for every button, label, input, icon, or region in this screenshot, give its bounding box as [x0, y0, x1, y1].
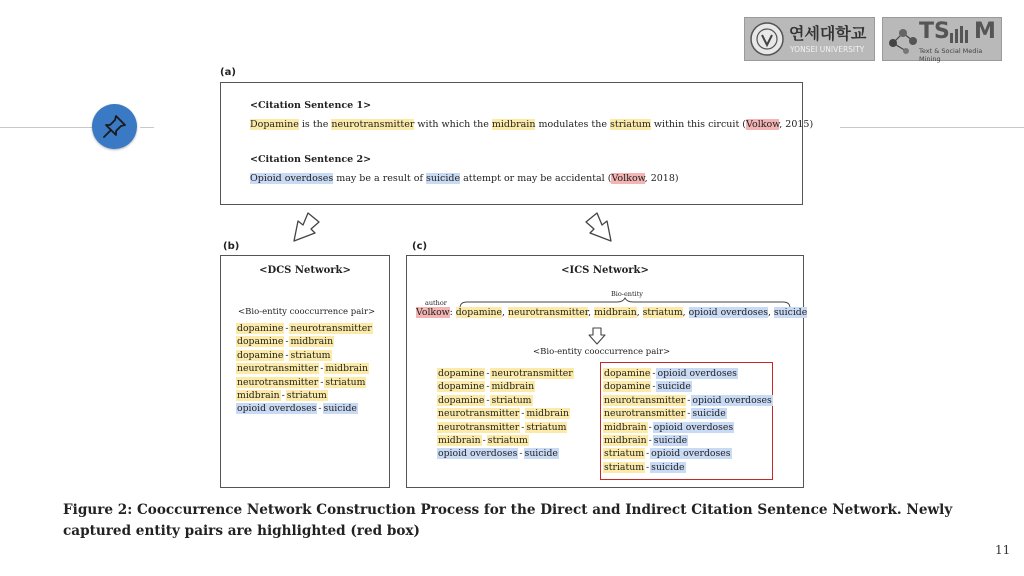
ics-entity: striatum [642, 307, 683, 318]
ics-pair-row [437, 380, 574, 393]
author-label: author [425, 299, 447, 307]
entity-row: Volkow: dopamine, neurotransmitter, midbrain, striatum, opioid overdoses, suicide [416, 307, 808, 318]
ics-network-title: <ICS Network> [561, 265, 649, 276]
pair-dash: - [646, 448, 650, 460]
pair-entity: striatum [325, 376, 366, 388]
ics-entity: opioid overdoses [688, 307, 768, 318]
pair-entity: opioid overdoses [651, 448, 731, 460]
dcs-pair-row [236, 335, 373, 348]
pair-entity: striatum [604, 461, 645, 473]
entity-suicide: suicide [425, 173, 461, 184]
pair-entity: dopamine [604, 368, 651, 379]
pair-entity: midbrain [604, 421, 647, 433]
pair-dash: - [281, 390, 285, 402]
pair-dash: - [646, 461, 650, 473]
panel-c-label: (c) [412, 241, 428, 252]
pair-entity: neurotransmitter [604, 394, 686, 406]
tsm-sub: Text & Social Media Mining [919, 47, 983, 63]
left-divider-line [0, 127, 95, 128]
new-pair-list [603, 367, 773, 474]
pair-entity: striatum [526, 421, 567, 433]
pair-entity: neurotransmitter [237, 376, 319, 388]
pair-entity: dopamine [237, 323, 284, 334]
pair-entity: suicide [692, 408, 726, 420]
panel-a [220, 82, 814, 205]
new-pair-row [603, 407, 773, 420]
ics-author: Volkow [416, 307, 450, 318]
entity-dopamine: Dopamine [250, 119, 299, 130]
dcs-pair-row [236, 322, 373, 335]
entity-midbrain: midbrain [491, 119, 536, 130]
pair-entity: midbrain [438, 435, 481, 447]
yonsei-sub: YONSEI UNIVERSITY [790, 45, 865, 54]
pair-entity: opioid overdoses [653, 421, 734, 433]
pair-entity: midbrain [491, 381, 535, 393]
left-divider-line-2 [140, 127, 154, 128]
pair-entity: dopamine [237, 336, 284, 348]
author-volkow: Volkow [746, 119, 780, 130]
dcs-pair-list [236, 322, 373, 416]
pair-entity: opioid overdoses [692, 394, 772, 406]
pair-dash: - [648, 421, 652, 433]
new-pair-row [603, 447, 773, 460]
figure-caption: Figure 2: Cooccurrence Network Construction Process for the Direct and Indirect Citation Sentence Network. Newly captured entity pairs are highlighted (red box) [63, 502, 953, 539]
ics-entity: dopamine [455, 307, 503, 318]
dcs-pair-row [236, 362, 373, 375]
arrow-down-icon [588, 327, 606, 345]
new-pair-row [603, 461, 773, 474]
pin-icon [92, 104, 137, 149]
panel-c [406, 255, 808, 488]
pair-entity: dopamine [438, 381, 485, 393]
pair-dash: - [519, 448, 523, 460]
pair-entity: suicide [653, 435, 688, 447]
tsm-network-icon [886, 21, 920, 57]
sentence-1-title: <Citation Sentence 1> [250, 100, 372, 111]
pair-entity: opioid overdoses [657, 368, 737, 379]
entity-opioid-overdoses: Opioid overdoses [250, 173, 334, 184]
pair-dash: - [320, 376, 324, 388]
tsm-logo [882, 17, 1002, 61]
sentence-1: Dopamine is the neurotransmitter with which the midbrain modulates the striatum within this circuit (Volkow, 2015) [250, 119, 814, 130]
tsm-m: M [974, 19, 996, 44]
pair-dash: - [648, 435, 652, 447]
dcs-network-title: <DCS Network> [259, 265, 351, 276]
dcs-pair-row [236, 376, 373, 389]
pair-entity: opioid overdoses [438, 448, 518, 460]
pair-dash: - [652, 381, 656, 393]
pair-entity: dopamine [237, 349, 284, 361]
pair-entity: neurotransmitter [290, 323, 372, 334]
dcs-pair-row [236, 402, 373, 415]
ics-pair-row [437, 421, 574, 434]
pair-entity: midbrain [290, 336, 334, 348]
pair-entity: midbrain [604, 435, 647, 447]
pair-dash: - [521, 408, 525, 420]
pair-dash: - [318, 403, 322, 415]
author-volkow-2: Volkow [611, 173, 645, 184]
ics-entity: neurotransmitter [507, 307, 589, 318]
dcs-pair-row [236, 389, 373, 402]
pair-entity: suicide [657, 381, 691, 393]
yonsei-emblem-icon [749, 21, 785, 57]
new-pair-row [603, 367, 773, 380]
tsm-bars-icon [949, 25, 973, 43]
pair-dash: - [687, 394, 691, 406]
pair-dash: - [285, 336, 289, 348]
pair-dash: - [521, 421, 525, 433]
pair-entity: neurotransmitter [604, 408, 686, 420]
pair-dash: - [687, 408, 691, 420]
panel-b [220, 255, 390, 488]
pair-dash: - [652, 368, 656, 379]
ics-pair-row [437, 367, 574, 380]
pair-entity: neurotransmitter [438, 408, 520, 420]
pair-entity: midbrain [526, 408, 570, 420]
dcs-pair-subtitle: <Bio-entity cooccurrence pair> [238, 307, 376, 317]
pair-entity: midbrain [325, 363, 369, 375]
new-pair-row [603, 394, 773, 407]
pair-dash: - [482, 435, 486, 447]
pair-entity: dopamine [604, 381, 651, 393]
sentence-2: Opioid overdoses may be a result of suicide attempt or may be accidental (Volkow, 2018) [250, 173, 679, 184]
tsm-name: TS [919, 19, 950, 44]
pair-entity: midbrain [237, 390, 280, 402]
yonsei-logo [744, 17, 875, 61]
arrow-down-left-icon [288, 210, 324, 246]
entity-striatum: striatum [610, 119, 651, 130]
ics-entity: midbrain [594, 307, 637, 318]
ics-entity: suicide [773, 307, 808, 318]
pair-entity: striatum [487, 435, 528, 447]
ics-pair-row [437, 394, 574, 407]
pair-entity: striatum [290, 349, 331, 361]
panel-a-label: (a) [220, 67, 236, 78]
right-divider-line [840, 127, 1024, 128]
pair-entity: dopamine [438, 394, 485, 406]
new-pair-row [603, 434, 773, 447]
pair-entity: striatum [491, 394, 532, 406]
arrow-down-right-icon [581, 210, 617, 246]
ics-pair-row [437, 407, 574, 420]
ics-pair-row [437, 447, 574, 460]
pair-dash: - [285, 349, 289, 361]
page-number: 11 [995, 543, 1011, 557]
yonsei-name: 연세대학교 [789, 24, 867, 43]
pair-dash: - [486, 381, 490, 393]
bio-entity-label: Bio-entity [611, 290, 643, 298]
pin-button[interactable] [92, 104, 137, 149]
entity-neurotransmitter: neurotransmitter [331, 119, 415, 130]
pair-entity: suicide [323, 403, 357, 415]
ics-pair-row [437, 434, 574, 447]
pair-dash: - [486, 394, 490, 406]
sentence-2-title: <Citation Sentence 2> [250, 154, 372, 165]
pair-entity: suicide [651, 461, 685, 473]
pair-entity: dopamine [438, 368, 485, 379]
pair-entity: neurotransmitter [237, 363, 319, 375]
pair-entity: striatum [286, 390, 327, 402]
ics-pair-list [437, 367, 574, 461]
pair-entity: opioid overdoses [237, 403, 317, 415]
pair-dash: - [285, 323, 289, 334]
pair-entity: suicide [524, 448, 558, 460]
ics-pair-subtitle: <Bio-entity cooccurrence pair> [533, 347, 671, 357]
pair-dash: - [320, 363, 324, 375]
pair-entity: striatum [604, 448, 645, 460]
pair-entity: neurotransmitter [491, 368, 573, 379]
dcs-pair-row [236, 349, 373, 362]
panel-b-label: (b) [223, 241, 240, 252]
pair-dash: - [486, 368, 490, 379]
new-pair-row [603, 421, 773, 434]
pair-entity: neurotransmitter [438, 421, 520, 433]
new-pair-row [603, 380, 773, 393]
